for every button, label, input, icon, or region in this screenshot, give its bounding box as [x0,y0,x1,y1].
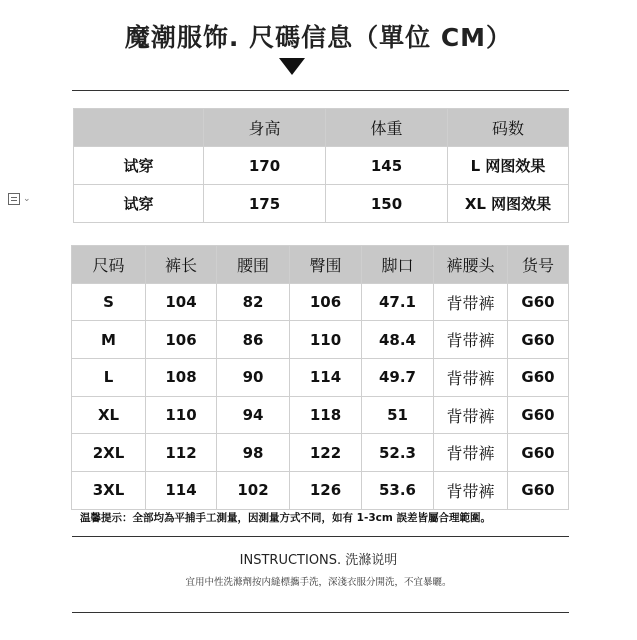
size-cell: 122 [290,434,362,472]
size-cell: 3XL [72,472,146,510]
size-cell: 49.7 [362,359,434,397]
tryon-header-size: 码数 [448,109,569,147]
size-cell: 112 [146,434,217,472]
size-cell: 53.6 [362,472,434,510]
table-row [74,147,569,185]
size-cell: 51 [362,396,434,434]
size-header-hem: 脚口 [362,246,434,284]
tryon-cell: 试穿 [74,185,204,223]
size-cell: 114 [290,359,362,397]
size-cell: 背带裤 [434,283,508,321]
tryon-cell: 试穿 [74,147,204,185]
size-cell: 106 [290,283,362,321]
size-header-hip: 臀围 [290,246,362,284]
size-cell: 背带裤 [434,321,508,359]
table-row [72,321,569,359]
table-row [72,396,569,434]
size-cell: 106 [146,321,217,359]
size-cell: 2XL [72,434,146,472]
size-header-waist: 腰围 [217,246,290,284]
size-cell: 110 [146,396,217,434]
size-header-waistband: 裤腰头 [434,246,508,284]
size-header-size: 尺码 [72,246,146,284]
size-header-row [72,246,569,284]
chevron-down-icon: ⌄ [23,194,31,204]
instructions-title: INSTRUCTIONS. 洗滌说明 [239,553,398,568]
tryon-cell: XL 网图效果 [448,185,569,223]
size-cell: 110 [290,321,362,359]
tryon-header-height: 身高 [204,109,326,147]
table-row [72,434,569,472]
size-cell: 126 [290,472,362,510]
tryon-cell: 175 [204,185,326,223]
size-cell: G60 [508,434,569,472]
table-row [74,185,569,223]
size-cell: G60 [508,359,569,397]
size-cell: 48.4 [362,321,434,359]
size-cell: 86 [217,321,290,359]
tryon-cell: 145 [326,147,448,185]
size-cell: 108 [146,359,217,397]
size-table [71,245,569,510]
tryon-table [73,108,569,223]
tryon-cell: L 网图效果 [448,147,569,185]
size-cell: 94 [217,396,290,434]
tryon-header-cell [74,109,204,147]
page-title: 魔潮服饰. 尺碼信息（單位 CM） [124,23,513,52]
middle-divider [72,536,569,537]
size-header-length: 裤长 [146,246,217,284]
size-cell: G60 [508,396,569,434]
size-cell: 背带裤 [434,434,508,472]
table-row [72,359,569,397]
arrow-down-icon [279,58,305,75]
size-cell: 102 [217,472,290,510]
size-cell: 背带裤 [434,472,508,510]
side-toolbar-button[interactable] [8,193,31,205]
size-cell: G60 [508,283,569,321]
size-cell: XL [72,396,146,434]
size-cell: 背带裤 [434,359,508,397]
document-icon [8,193,20,205]
size-cell: 104 [146,283,217,321]
size-header-item-no: 货号 [508,246,569,284]
size-cell: 背带裤 [434,396,508,434]
size-cell: 47.1 [362,283,434,321]
size-cell: G60 [508,321,569,359]
size-cell: 114 [146,472,217,510]
size-cell: M [72,321,146,359]
size-cell: G60 [508,472,569,510]
size-cell: L [72,359,146,397]
table-row [72,472,569,510]
size-cell: 118 [290,396,362,434]
size-cell: S [72,283,146,321]
size-cell: 52.3 [362,434,434,472]
size-cell: 82 [217,283,290,321]
top-divider [72,90,569,91]
table-row [72,283,569,321]
measurement-note: 温馨提示：全部均為平捕手工測量，因測量方式不同，如有 1-3cm 誤差皆屬合理範圍。 [80,512,491,524]
tryon-header-row [74,109,569,147]
bottom-divider [72,612,569,613]
tryon-cell: 170 [204,147,326,185]
size-cell: 98 [217,434,290,472]
tryon-cell: 150 [326,185,448,223]
tryon-header-weight: 体重 [326,109,448,147]
size-cell: 90 [217,359,290,397]
instructions-body: 宜用中性洗滌劑按内縫標攜手洗，深淺衣服分開洗，不宜暴曬。 [185,577,452,588]
